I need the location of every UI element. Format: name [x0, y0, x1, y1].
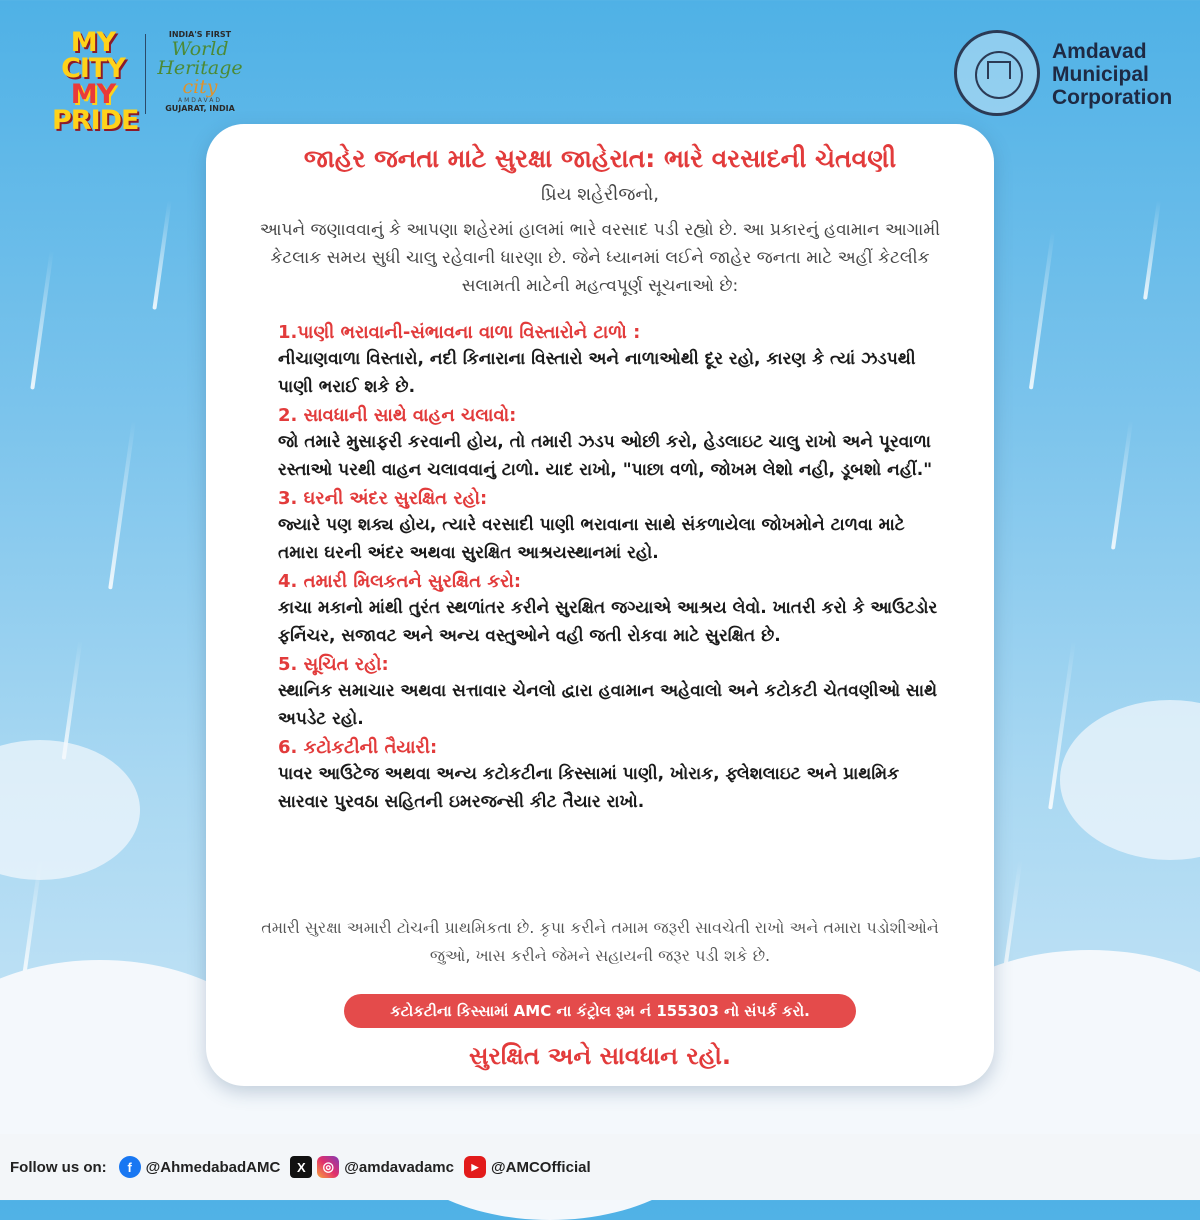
safety-item-body: જો તમારે મુસાફરી કરવાની હોય, તો તમારી ઝડપ ઓછી કરો, હેડલાઇટ ચાલુ રાખો અને પૂરવાળા રસ્તાઓ પરથી વાહન ચલાવવાનું ટાળો. યાદ રાખો, "પાછા વળો, જોખમ લેશો નહી, ડૂબશો નહીં." [278, 432, 933, 480]
heritage-top-text: INDIA'S FIRST [168, 30, 232, 39]
safety-item-body: જ્યારે પણ શક્ય હોય, ત્યારે વરસાદી પાણી ભરાવાના સાથે સંકળાયેલા જોખમોને ટાળવા માટે તમારા ઘરની અંદર અથવા સુરક્ષિત આશ્રયસ્થાનમાં રહો. [278, 515, 905, 563]
notice-intro: આપને જણાવવાનું કે આપણા શહેરમાં હાલમાં ભારે વરસાદ પડી રહ્યો છે. આ પ્રકારનું હવામાન આગામી કેટલાક સમય સુધી ચાલુ રહેવાની ધારણા છે. જેને ધ્યાનમાં લઈને જાહેર જનતા માટે અહીં કેટલીક સલામતી માટેની મહત્વપૂર્ણ સૂચનાઓ છે: [259, 220, 941, 296]
notice-card [206, 124, 994, 1086]
social-footer [0, 1134, 1200, 1200]
safety-item-body: સ્થાનિક સમાચાર અથવા સત્તાવાર ચેનલો દ્વારા હવામાન અહેવાલો અને કટોકટી ચેતવણીઓ સાથે અપડેટ રહો. [278, 681, 938, 729]
notice-greeting: પ્રિય શહેરીજનો, [540, 184, 659, 205]
logo-line: MY [70, 27, 116, 58]
youtube-icon[interactable]: ▶ [464, 1156, 486, 1178]
notice-title: જાહેર જનતા માટે સુરક્ષા જાહેરાત: ભારે વરસાદની ચેતવણી [303, 144, 897, 173]
amc-name-line: Amdavad [1052, 40, 1147, 63]
heritage-heritage-text: Heritage [157, 57, 243, 79]
safety-item-body: પાવર આઉટેજ અથવા અન્ય કટોકટીના કિસ્સામાં પાણી, ખોરાક, ફ્લેશલાઇટ અને પ્રાથમિક સારવાર પુરવઠા સહિતની ઇમરજન્સી કીટ તૈયાર રાખો. [278, 764, 900, 812]
safety-item-heading: 6. કટોકટીની તૈયારી: [278, 737, 438, 758]
amc-name-line: Corporation [1052, 86, 1173, 109]
safety-item [278, 735, 948, 816]
heritage-city-text: city [182, 76, 218, 98]
safety-item-heading: 4. તમારી મિલકતને સુરક્ષિત કરો: [278, 571, 522, 592]
x-twitter-icon[interactable]: X [290, 1156, 312, 1178]
logo-line: CITY [61, 53, 125, 84]
logo-divider [145, 34, 146, 114]
safety-item [278, 486, 948, 567]
heritage-world-text: World [171, 38, 229, 60]
world-heritage-city-logo [155, 30, 245, 120]
facebook-handle[interactable]: @AhmedabadAMC [145, 1158, 281, 1176]
notice-signoff: સુરક્ષિત અને સાવધાન રહો. [469, 1042, 731, 1070]
safety-item-body: કાચા મકાનો માંથી તુરંત સ્થળાંતર કરીને સુરક્ષિત જગ્યાએ આશ્રય લેવો. ખાતરી કરો કે આઉટડોર ફર્નિચર, સજાવટ અને અન્ય વસ્તુઓને વહી જતી રોકવા માટે સુરક્ષિત છે. [278, 598, 938, 646]
amc-name [1052, 40, 1192, 109]
amc-name-line: Municipal [1052, 63, 1149, 86]
instagram-handle[interactable]: @amdavadamc [344, 1158, 454, 1176]
safety-items [278, 320, 948, 818]
youtube-handle[interactable]: @AMCOfficial [490, 1158, 591, 1176]
safety-item-heading: 2. સાવધાની સાથે વાહન ચલાવો: [278, 405, 517, 426]
logo-line: PRIDE [52, 105, 139, 136]
safety-item [278, 403, 948, 484]
control-room-contact-banner: કટોકટીના કિસ્સામાં AMC ના કંટ્રોલ રૂમ નં 155303 નો સંપર્ક કરો. [344, 994, 856, 1028]
safety-item-heading: 1.પાણી ભરાવાની-સંભાવના વાળા વિસ્તારોને ટાળો : [278, 322, 641, 343]
my-city-my-pride-logo [52, 27, 139, 136]
heritage-amdavad-text: AMDAVAD [178, 97, 222, 104]
safety-item-body: નીચાણવાળા વિસ્તારો, નદી કિનારાના વિસ્તારો અને નાળાઓથી દૂર રહો, કારણ કે ત્યાં ઝડપથી પાણી ભરાઈ શકે છે. [278, 349, 916, 397]
logo-line: MY [70, 79, 116, 110]
safety-item [278, 320, 948, 401]
notice-closing: તમારી સુરક્ષા અમારી ટોચની પ્રાથમિકતા છે. કૃપા કરીને તમામ જરૂરી સાવચેતી રાખો અને તમારા પડોશીઓને જુઓ, ખાસ કરીને જેમને સહાયની જરૂર પડી શકે છે. [261, 918, 939, 965]
instagram-icon[interactable]: ◎ [317, 1156, 339, 1178]
safety-item-heading: 3. ઘરની અંદર સુરક્ષિત રહો: [278, 488, 488, 509]
safety-item-heading: 5. સૂચિત રહો: [278, 654, 389, 675]
facebook-icon[interactable]: f [119, 1156, 141, 1178]
follow-label: Follow us on: [10, 1158, 107, 1176]
social-row [10, 1154, 601, 1180]
safety-item [278, 569, 948, 650]
heritage-state-text: GUJARAT, INDIA [165, 104, 235, 113]
amc-seal-icon [954, 30, 1040, 116]
safety-item [278, 652, 948, 733]
